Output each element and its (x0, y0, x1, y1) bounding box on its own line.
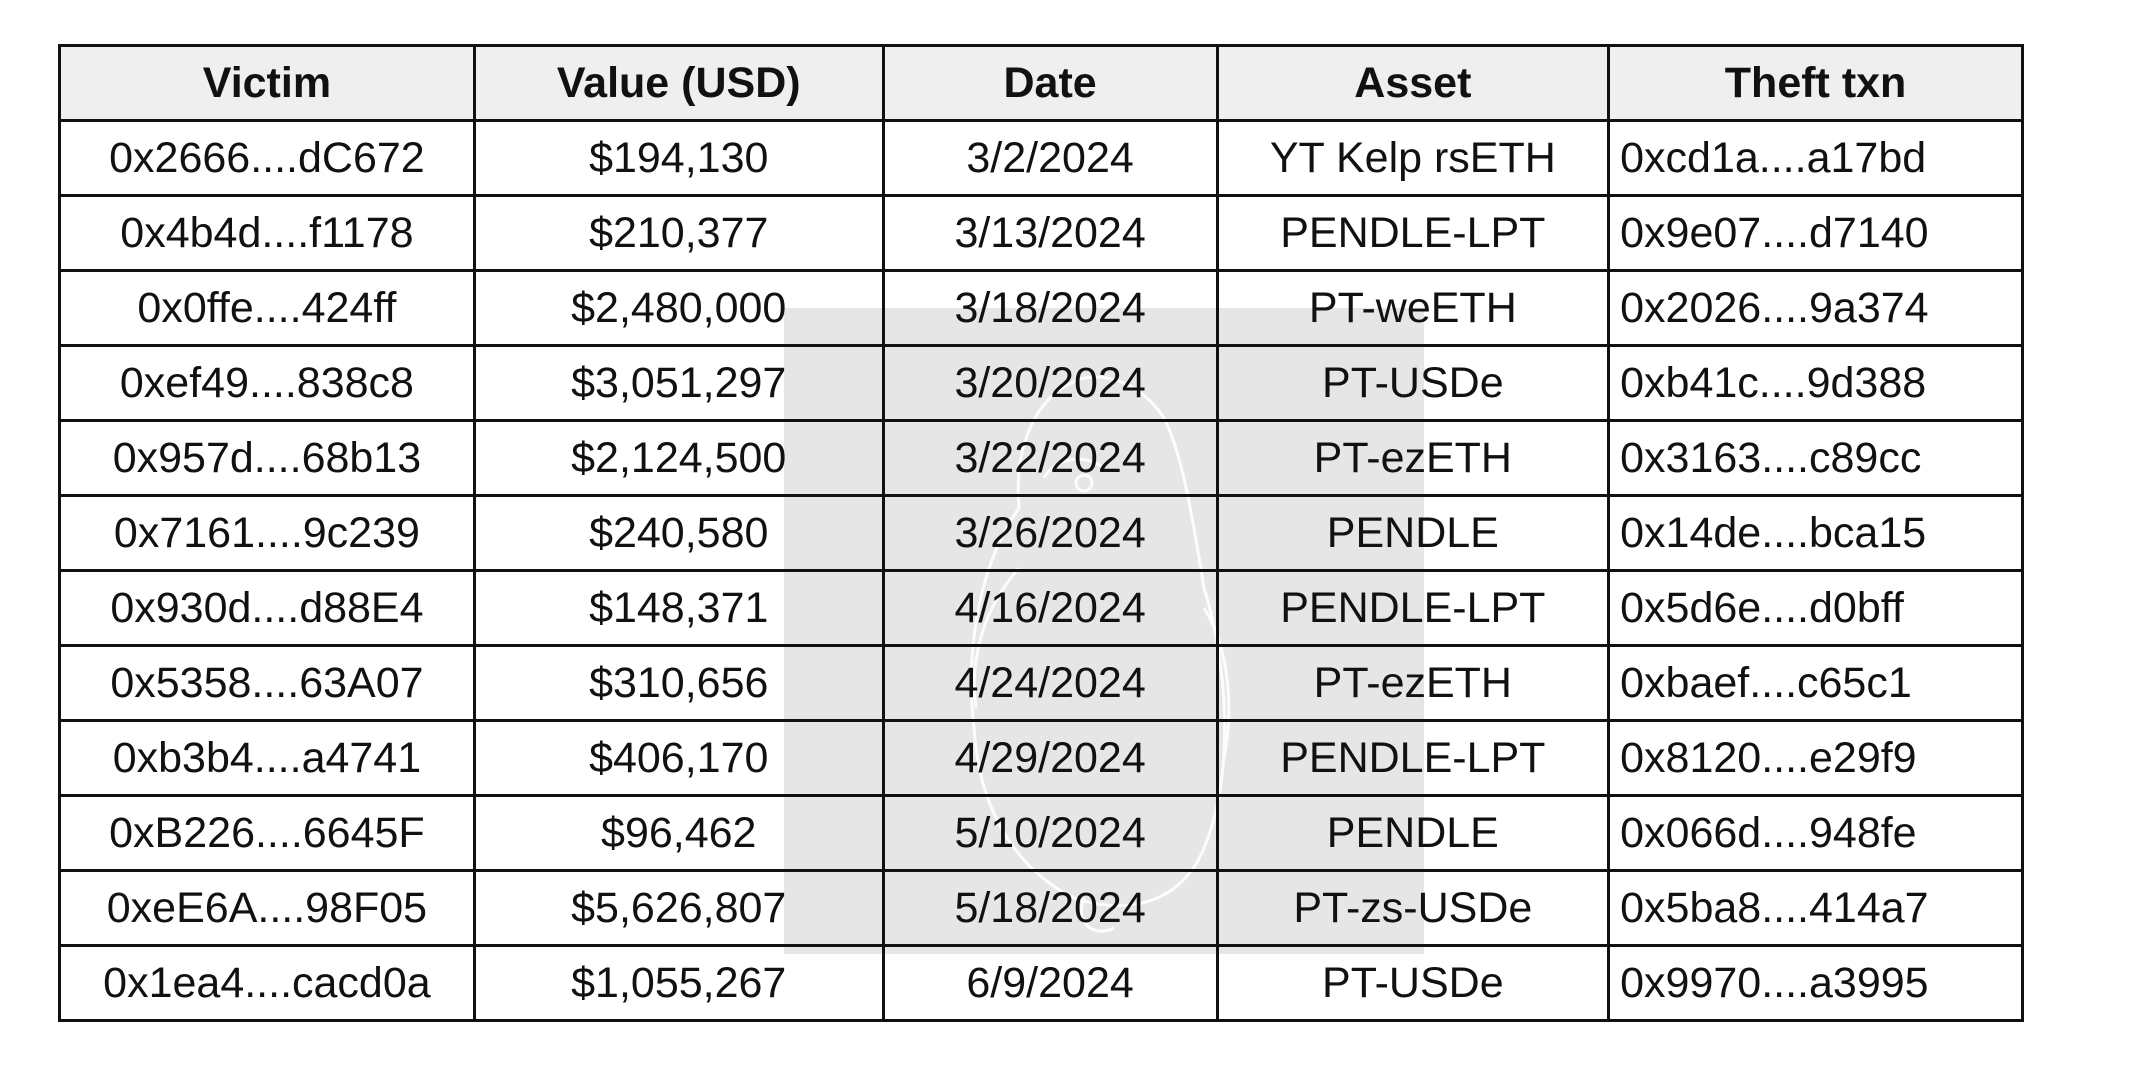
table-row (60, 346, 2023, 421)
table-row (60, 421, 2023, 496)
table-row (60, 871, 2023, 946)
value-cell: $2,124,500 (474, 421, 883, 496)
value-cell: $194,130 (474, 121, 883, 196)
asset-cell: PENDLE-LPT (1217, 721, 1609, 796)
asset-cell: PENDLE-LPT (1217, 571, 1609, 646)
column-header-value: Value (USD) (474, 46, 883, 121)
date-cell: 3/20/2024 (883, 346, 1217, 421)
table-row (60, 271, 2023, 346)
value-cell: $240,580 (474, 496, 883, 571)
date-cell: 3/18/2024 (883, 271, 1217, 346)
theft-txn-cell: 0xcd1a....a17bd (1609, 121, 2023, 196)
victim-cell: 0x0ffe....424ff (60, 271, 475, 346)
date-cell: 6/9/2024 (883, 946, 1217, 1021)
date-cell: 3/22/2024 (883, 421, 1217, 496)
value-cell: $96,462 (474, 796, 883, 871)
table-header-row (60, 46, 2023, 121)
date-cell: 3/13/2024 (883, 196, 1217, 271)
asset-cell: PT-zs-USDe (1217, 871, 1609, 946)
asset-cell: YT Kelp rsETH (1217, 121, 1609, 196)
theft-txn-cell: 0x3163....c89cc (1609, 421, 2023, 496)
value-cell: $1,055,267 (474, 946, 883, 1021)
date-cell: 3/26/2024 (883, 496, 1217, 571)
asset-cell: PENDLE (1217, 796, 1609, 871)
victim-cell: 0x7161....9c239 (60, 496, 475, 571)
victim-cell: 0x957d....68b13 (60, 421, 475, 496)
victim-cell: 0x1ea4....cacd0a (60, 946, 475, 1021)
value-cell: $5,626,807 (474, 871, 883, 946)
value-cell: $3,051,297 (474, 346, 883, 421)
table-row (60, 646, 2023, 721)
victim-cell: 0x4b4d....f1178 (60, 196, 475, 271)
date-cell: 4/29/2024 (883, 721, 1217, 796)
theft-txn-cell: 0x14de....bca15 (1609, 496, 2023, 571)
victim-cell: 0xeE6A....98F05 (60, 871, 475, 946)
theft-txn-cell: 0x066d....948fe (1609, 796, 2023, 871)
date-cell: 3/2/2024 (883, 121, 1217, 196)
asset-cell: PT-USDe (1217, 946, 1609, 1021)
table-row (60, 796, 2023, 871)
victim-cell: 0xB226....6645F (60, 796, 475, 871)
victim-cell: 0x930d....d88E4 (60, 571, 475, 646)
table-row (60, 721, 2023, 796)
asset-cell: PT-ezETH (1217, 421, 1609, 496)
victim-cell: 0x2666....dC672 (60, 121, 475, 196)
table-row (60, 571, 2023, 646)
theft-txn-cell: 0x5d6e....d0bff (1609, 571, 2023, 646)
theft-txn-cell: 0x9e07....d7140 (1609, 196, 2023, 271)
date-cell: 4/16/2024 (883, 571, 1217, 646)
victim-cell: 0xef49....838c8 (60, 346, 475, 421)
date-cell: 5/18/2024 (883, 871, 1217, 946)
asset-cell: PENDLE-LPT (1217, 196, 1609, 271)
value-cell: $210,377 (474, 196, 883, 271)
column-header-theft-txn: Theft txn (1609, 46, 2023, 121)
asset-cell: PENDLE (1217, 496, 1609, 571)
column-header-asset: Asset (1217, 46, 1609, 121)
theft-txn-cell: 0xb41c....9d388 (1609, 346, 2023, 421)
date-cell: 4/24/2024 (883, 646, 1217, 721)
value-cell: $310,656 (474, 646, 883, 721)
column-header-date: Date (883, 46, 1217, 121)
table-row (60, 496, 2023, 571)
theft-table (58, 44, 2024, 1022)
value-cell: $148,371 (474, 571, 883, 646)
date-cell: 5/10/2024 (883, 796, 1217, 871)
victim-cell: 0x5358....63A07 (60, 646, 475, 721)
asset-cell: PT-weETH (1217, 271, 1609, 346)
table-row (60, 196, 2023, 271)
theft-txn-cell: 0x9970....a3995 (1609, 946, 2023, 1021)
theft-txn-cell: 0x8120....e29f9 (1609, 721, 2023, 796)
value-cell: $2,480,000 (474, 271, 883, 346)
table-row (60, 946, 2023, 1021)
theft-txn-cell: 0x2026....9a374 (1609, 271, 2023, 346)
column-header-victim: Victim (60, 46, 475, 121)
table-row (60, 121, 2023, 196)
victim-cell: 0xb3b4....a4741 (60, 721, 475, 796)
asset-cell: PT-ezETH (1217, 646, 1609, 721)
value-cell: $406,170 (474, 721, 883, 796)
theft-txn-cell: 0x5ba8....414a7 (1609, 871, 2023, 946)
theft-txn-cell: 0xbaef....c65c1 (1609, 646, 2023, 721)
theft-table-container (58, 44, 2024, 1022)
asset-cell: PT-USDe (1217, 346, 1609, 421)
